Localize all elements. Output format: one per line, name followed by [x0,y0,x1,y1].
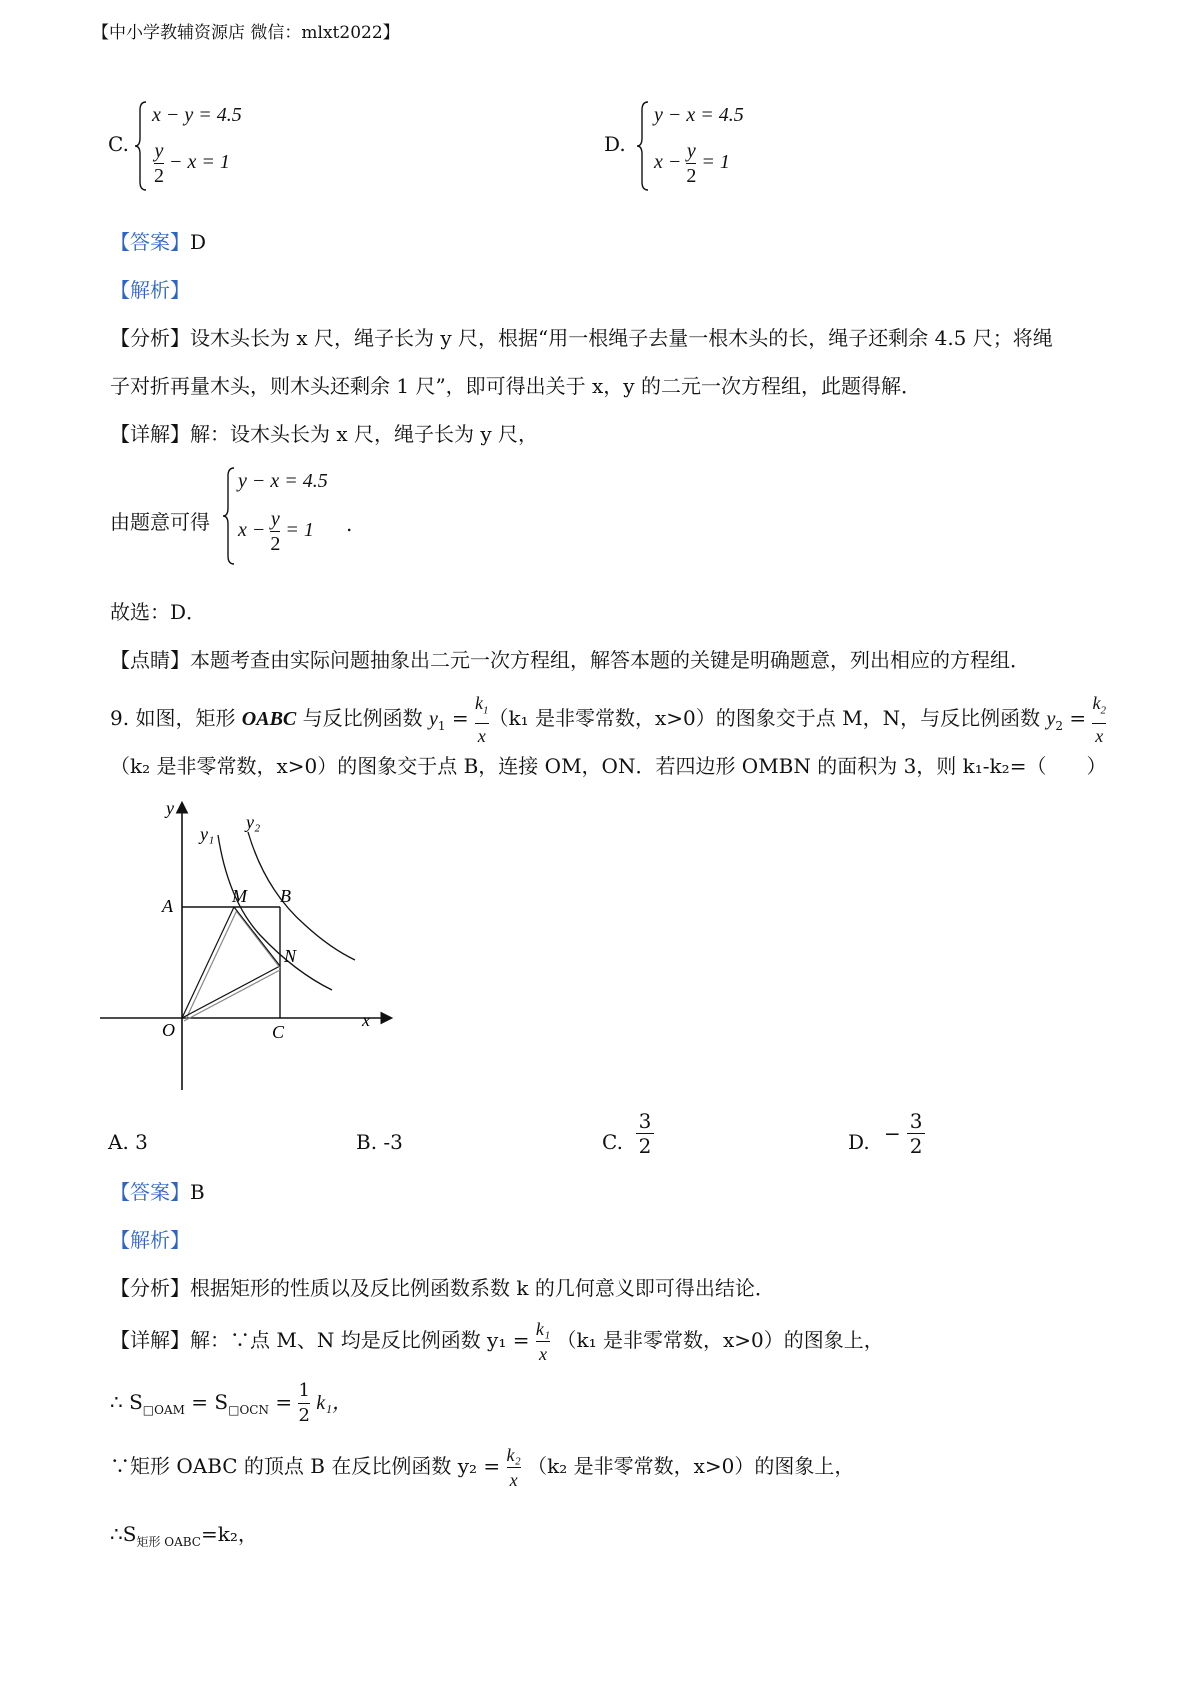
detail-eq1: y − x = 4.5 [238,470,328,492]
brace-icon [134,100,148,192]
q9-answer-line: 【答案】B [110,1180,205,1204]
fig-label-n: N [284,946,297,966]
fig-label-c: C [272,1022,285,1042]
q9-option-c-frac: $\frac{3}{2}$ [636,1110,654,1157]
q9-option-a: A. 3 [108,1130,148,1154]
fig-label-a: A [162,896,173,916]
q9-detail-line-1: 【详解】解：∵点 M、N 均是反比例函数 y₁ = $\frac{\text{k₁}}{x}$ （k₁ 是非零常数，x>0）的图象上， [110,1319,884,1364]
fenxi-line-1: 【分析】设木头长为 x 尺，绳子长为 y 尺，根据“用一根绳子去量一根木头的长，绳子还剩余 4.5 尺；将绳 [110,326,1053,350]
option-d-eq2: x − $\frac{y}{2}$ = 1 [654,140,730,187]
curve-y1 [218,835,332,990]
fig-label-y1: y₁ [200,824,215,844]
page-header: 【中小学教辅资源店 微信：mlxt2022】 [92,23,400,43]
detail-line-1: 【详解】解：设木头长为 x 尺，绳子长为 y 尺， [110,422,539,446]
detail-eq2: x − $\frac{y}{2}$ = 1 [238,508,314,555]
option-c-label: C. [108,132,129,156]
fig-label-m: M [232,886,247,906]
q9-detail-line-2: ∴ $S_{□OAM} = S_{□OCN}$ = $\frac{1}{2}$ k₁， [110,1380,353,1426]
dianjing-line: 【点睛】本题考查由实际问题抽象出二元一次方程组，解答本题的关键是明确题意，列出相应的方程组． [110,648,1030,672]
answer-line: 【答案】D [110,230,207,254]
segment-on [182,966,280,1018]
q9-line-1: 9. 如图，矩形 OABC 与反比例函数 $y_1$ = $\frac{k_1}{x}$ （k₁ 是非零常数，x>0）的图象交于点 M，N，与反比例函数 $y_2$ = $\frac{k_2}{x}$ [110,693,1106,746]
q9-analysis-tag: 【解析】 [110,1228,190,1252]
fig-label-o: O [162,1020,175,1040]
fig-label-y: y [166,798,174,818]
q9-detail-line-3: ∵矩形 OABC 的顶点 B 在反比例函数 y₂ = $\frac{\text{k₂}}{x}$ （k₂ 是非零常数，x>0）的图象上， [110,1445,855,1490]
option-c-eq2: $\frac{y}{2}$ − x = 1 [154,140,230,187]
q9-option-b: B. -3 [356,1130,403,1154]
option-c-eq1: x − y = 4.5 [152,104,242,126]
detail-line-2-prefix: 由题意可得 [110,510,210,534]
option-d-eq1: y − x = 4.5 [654,104,744,126]
q9-option-c-label: C. [602,1130,623,1154]
guxuan-line: 故选：D． [110,600,207,624]
brace-icon [222,466,236,566]
option-d-label: D. [604,132,626,156]
q9-option-d-frac: − $\frac{3}{2}$ [884,1110,925,1157]
fig-label-x: x [362,1010,370,1030]
fig-label-y2: y₂ [246,812,261,832]
q9-figure [100,790,420,1100]
q9-detail-line-4: $\therefore S_{矩形 OABC}=k_2$， [110,1522,258,1549]
curve-y2 [248,832,355,960]
detail-period: . [346,512,353,536]
q9-fenxi-line: 【分析】根据矩形的性质以及反比例函数系数 k 的几何意义即可得出结论． [110,1276,775,1300]
brace-icon [636,100,650,192]
segment-om [182,907,234,1018]
fig-label-b: B [280,886,291,906]
analysis-tag: 【解析】 [110,278,190,302]
fenxi-line-2: 子对折再量木头，则木头还剩余 1 尺”，即可得出关于 x，y 的二元一次方程组，此题得解． [110,374,921,398]
q9-option-d-label: D. [848,1130,870,1154]
q9-line-2: （k₂ 是非零常数，x>0）的图象交于点 B，连接 OM，ON．若四边形 OMBN 的面积为 3，则 k₁-k₂=（ ） [110,754,1107,778]
segment-mn [234,907,280,966]
